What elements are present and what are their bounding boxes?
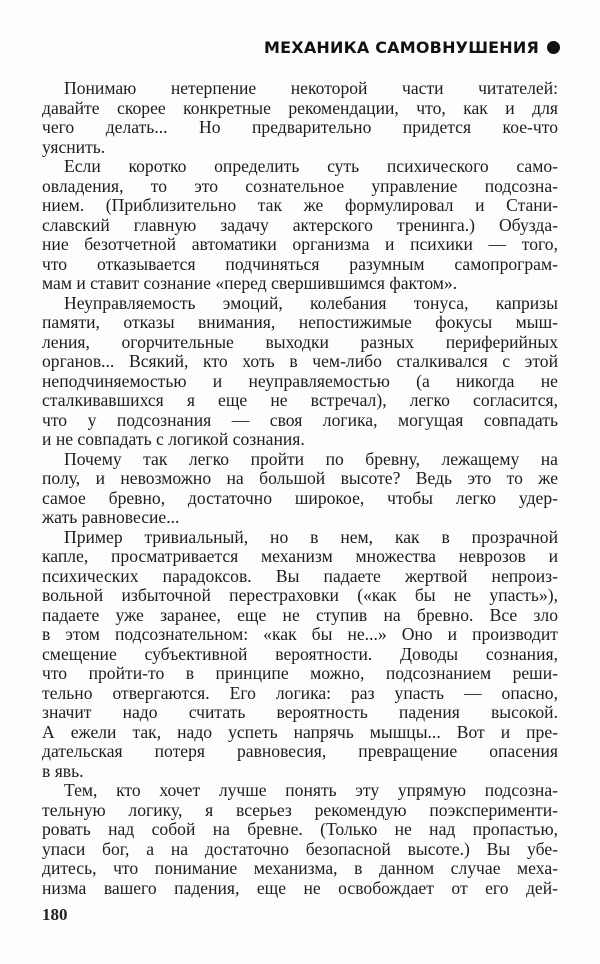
text-line: и не совпадать с логикой сознания. bbox=[42, 429, 305, 449]
paragraph bbox=[42, 450, 558, 528]
text-line: Пример тривиальный, но в нем, как в прозрачной bbox=[64, 526, 558, 547]
paragraph bbox=[42, 294, 558, 450]
text-line: смещение субъективной вероятности. Доводы сознания, bbox=[42, 643, 558, 664]
text-line: славский главную задачу актерского тренинга.) Обузда- bbox=[42, 214, 558, 235]
text-line: капле, просматривается механизм множества неврозов и bbox=[42, 546, 558, 566]
text-line: низма вашего падения, еще не освобождает от его дей- bbox=[42, 877, 558, 898]
text-line: Понимаю нетерпение некоторой части читателей: bbox=[64, 78, 558, 98]
text-line: неподчиняемостью и неуправляемостью (а никогда не bbox=[42, 370, 558, 391]
text-line: мам и ставит сознание «перед свершившимся фактом». bbox=[42, 273, 458, 293]
text-line: тельно отвергаются. Его логика: раз упасть — опасно, bbox=[42, 682, 558, 703]
body-text bbox=[42, 79, 558, 898]
paragraph bbox=[42, 157, 558, 294]
text-line: вольной избыточной перестраховки («как бы не упасть»), bbox=[42, 585, 558, 605]
paragraph bbox=[42, 79, 558, 157]
text-line: чего делать... Но предварительно придется кое-что bbox=[42, 117, 558, 137]
text-line: ления, огорчительные выходки разных периферийных bbox=[42, 331, 558, 352]
text-line: что пройти-то в принципе можно, подсознанием реши- bbox=[42, 663, 558, 683]
text-line: овладения, то это сознательное управление подсозна- bbox=[42, 175, 558, 196]
text-line: что отказывается подчиняться разумным самопрограм- bbox=[42, 253, 558, 274]
text-line: дательская потеря равновесия, превращение опасения bbox=[42, 741, 558, 761]
paragraph bbox=[42, 781, 558, 898]
text-line: жать равновесие... bbox=[42, 507, 180, 527]
text-line: тельную логику, я всерьез рекомендую поэксперименти- bbox=[42, 799, 558, 820]
running-header bbox=[264, 38, 560, 57]
text-line: ровать над собой на бревне. (Только не над пропастью, bbox=[42, 819, 558, 839]
text-line: Почему так легко пройти по бревну, лежащему на bbox=[64, 448, 558, 469]
text-line: органов... Всякий, кто хоть в чем-либо сталкивался с этой bbox=[42, 351, 558, 371]
text-line: давайте скорее конкретные рекомендации, что, как и для bbox=[42, 97, 558, 118]
text-line: упаси бог, а на достаточно безопасной высоте.) Вы убе- bbox=[42, 838, 558, 859]
text-line: в явь. bbox=[42, 760, 84, 781]
text-line: уяснить. bbox=[42, 136, 106, 157]
text-line: дитесь, что понимание механизма, в данном случае меха- bbox=[42, 858, 558, 878]
text-line: Если коротко определить суть психического само- bbox=[64, 156, 558, 176]
text-line: Тем, кто хочет лучше понять эту упрямую подсозна- bbox=[64, 780, 558, 800]
text-line: Неуправляемость эмоций, колебания тонуса, капризы bbox=[64, 292, 558, 313]
text-line: полу, и невозможно на большой высоте? Ведь это то же bbox=[42, 468, 558, 488]
page-number: 180 bbox=[42, 905, 68, 924]
text-line: нием. (Приблизительно так же формулировал и Стани- bbox=[42, 195, 558, 215]
text-line: сталкивавшихся я еще не встречал), легко согласится, bbox=[42, 390, 558, 410]
text-line: что у подсознания — своя логика, могущая совпадать bbox=[42, 409, 558, 430]
text-line: памяти, отказы внимания, непостижимые фокусы мыш- bbox=[42, 312, 558, 332]
text-line: значит надо считать вероятность падения высокой. bbox=[42, 702, 558, 722]
text-line: в этом подсознательном: «как бы не...» Оно и производит bbox=[42, 624, 558, 644]
paragraph bbox=[42, 528, 558, 782]
text-line: А ежели так, надо успеть напрячь мышцы... Вот и пре- bbox=[42, 721, 558, 742]
text-line: ние безотчетной автоматики организма и психики — того, bbox=[42, 234, 558, 254]
text-line: падаете уже заранее, еще не ступив на бревно. Все зло bbox=[42, 604, 558, 625]
text-line: психических парадоксов. Вы падаете жертвой непроиз- bbox=[42, 565, 558, 586]
bullet-icon bbox=[547, 41, 560, 54]
running-header-title: МЕХАНИКА САМОВНУШЕНИЯ bbox=[264, 38, 539, 57]
text-line: самое бревно, достаточно широкое, чтобы легко удер- bbox=[42, 487, 558, 508]
